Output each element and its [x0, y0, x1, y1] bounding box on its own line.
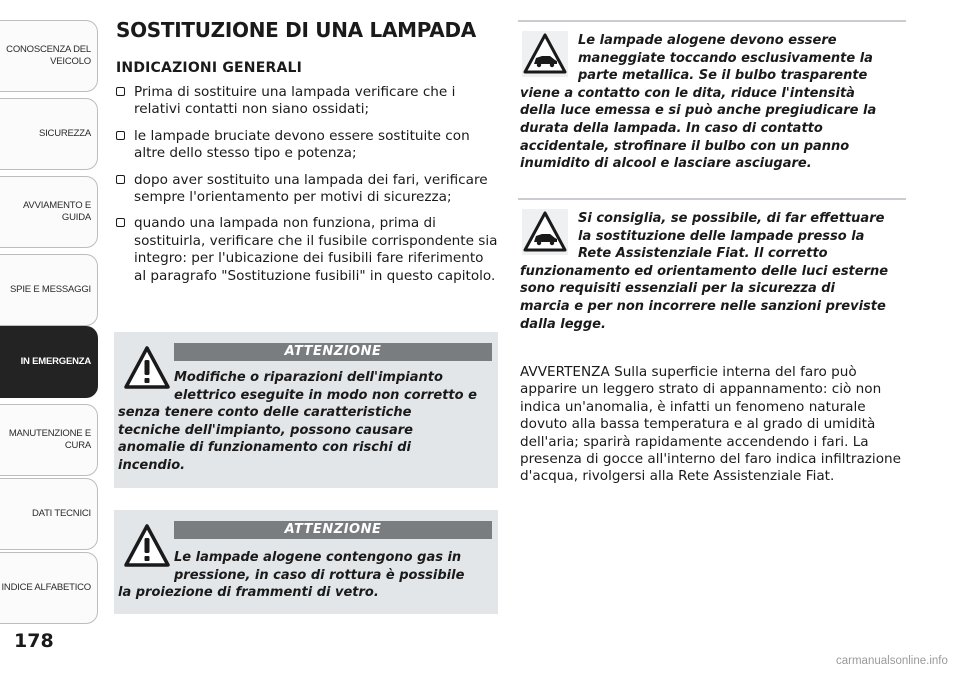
warning-header: ATTENZIONE [174, 521, 492, 539]
page-number: 178 [14, 630, 54, 652]
divider [518, 20, 906, 22]
note-text: Si consiglia, se possibile, di far effettuare la sostituzione delle lampade presso la Rete Assistenziale Fiat. Il corretto funzionamento ed orientamento delle luci esterne sono requisiti essenziali per la sicurezza di marcia e per non incorrere nelle sanzioni previste dalla legge. [520, 211, 889, 332]
checkbox-bullet-icon [116, 218, 125, 227]
checkbox-bullet-icon [116, 175, 125, 184]
note-text: Le lampade alogene devono essere maneggiate toccando esclusivamente la parte metallica. Se il bulbo trasparente viene a contatto con le dita, riduce l'intensità della luce emessa e si può anche pregiudicare la durata della lampada. In caso di contatto accidentale, strofinare il bulbo con un panno inumidito di alcool e lasciare asciugare. [520, 33, 877, 172]
warning-text: Le lampade alogene contengono gas in pressione, in caso di rottura è possibile la proiezione di frammenti di vetro. [118, 550, 465, 601]
tab-manutenzione-e-cura[interactable]: MANUTENZIONE E CURA [0, 404, 98, 476]
instruction-list [114, 84, 498, 294]
tab-indice-alfabetico[interactable]: INDICE ALFABETICO [0, 552, 98, 624]
tab-avviamento-e-guida[interactable]: AVVIAMENTO E GUIDA [0, 176, 98, 248]
tab-dati-tecnici[interactable]: DATI TECNICI [0, 478, 98, 550]
avvertenza-paragraph: AVVERTENZA Sulla superficie interna del faro può apparire un leggero strato di appannamento: ciò non indica un'anomalia, è infatti un fenomeno naturale dovuto alla bassa temperatura e al grado di umidità dell'aria; sparirà rapidamente accendendo i fari. La presenza di gocce all'interno del faro indica infiltrazione d'acqua, rivolgersi alla Rete Assistenziale Fiat. [520, 364, 901, 485]
divider [518, 198, 906, 200]
list-item: dopo aver sostituito una lampada dei fari, verificare sempre l'orientamento per motivi di sicurezza; [114, 172, 498, 207]
page-title: SOSTITUZIONE DI UNA LAMPADA [116, 18, 476, 42]
warning-box [114, 510, 498, 614]
tab-spie-e-messaggi[interactable]: SPIE E MESSAGGI [0, 254, 98, 326]
tab-conoscenza-del-veicolo[interactable]: CONOSCENZA DEL VEICOLO [0, 20, 98, 92]
warning-header: ATTENZIONE [174, 343, 492, 361]
checkbox-bullet-icon [116, 131, 125, 140]
tab-in-emergenza[interactable]: IN EMERGENZA [0, 326, 98, 398]
checkbox-bullet-icon [116, 87, 125, 96]
list-item: Prima di sostituire una lampada verificare che i relativi contatti non siano ossidati; [114, 84, 498, 119]
tab-sicurezza[interactable]: SICUREZZA [0, 98, 98, 170]
watermark: carmanualsonline.info [836, 655, 948, 667]
list-item: quando una lampada non funziona, prima di sostituirla, verificare che il fusibile corrispondente sia integro: per l'ubicazione dei fusibili fare riferimento al paragrafo "Sostituzione fusibili" in questo capitolo. [114, 215, 498, 285]
section-subtitle: INDICAZIONI GENERALI [116, 60, 303, 76]
warning-text: Modifiche o riparazioni dell'impianto elettrico eseguite in modo non corretto e senza tenere conto delle caratteristiche tecniche dell'impianto, possono causare anomalie di funzionamento con rischi di incendio. [118, 370, 477, 473]
list-item: le lampade bruciate devono essere sostituite con altre dello stesso tipo e potenza; [114, 128, 498, 163]
warning-box [114, 332, 498, 488]
